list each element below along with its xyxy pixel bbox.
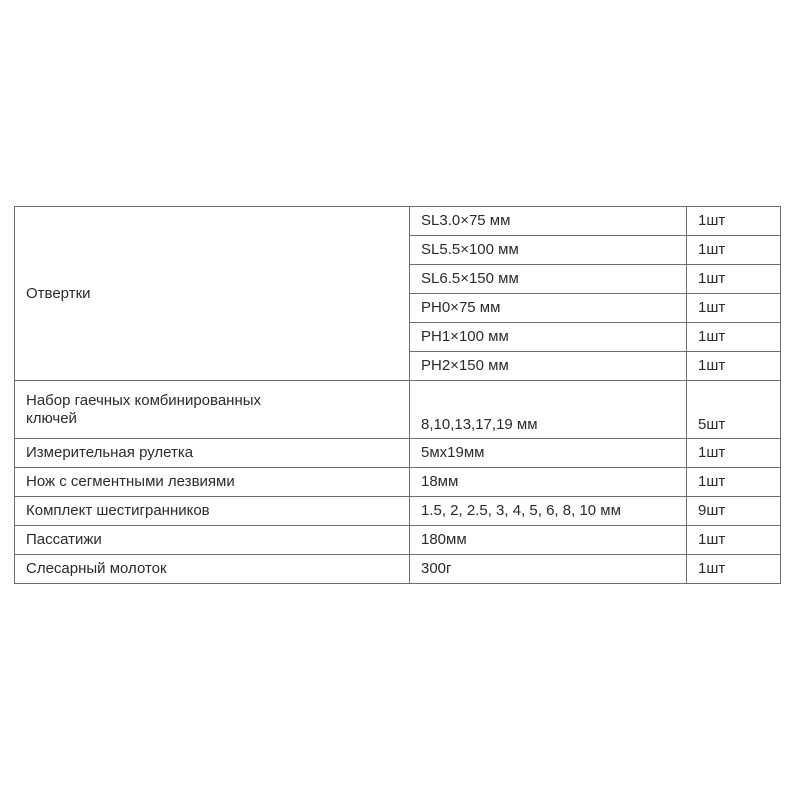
item-size-cell: 180мм [410,526,687,555]
item-size-cell: 18мм [410,468,687,497]
table-row [15,526,781,555]
item-qty-cell: 1шт [687,265,781,294]
item-qty-cell: 1шт [687,468,781,497]
item-size-cell: 5мх19мм [410,439,687,468]
item-qty-cell: 5шт [687,381,781,439]
tool-set-spec-table [14,206,781,584]
item-size-cell: 8,10,13,17,19 мм [410,381,687,439]
item-qty-cell: 1шт [687,439,781,468]
item-qty-cell: 1шт [687,555,781,584]
item-size-cell: PH1×100 мм [410,323,687,352]
item-name-cell [15,381,410,439]
item-qty-cell: 1шт [687,236,781,265]
item-size-cell: SL5.5×100 мм [410,236,687,265]
table-row [15,497,781,526]
item-size-cell: PH2×150 мм [410,352,687,381]
item-name-cell: Слесарный молоток [15,555,410,584]
table-row [15,439,781,468]
item-name-cell: Пассатижи [15,526,410,555]
item-qty-cell: 1шт [687,526,781,555]
table-row [15,468,781,497]
item-qty-cell: 9шт [687,497,781,526]
item-size-cell: 1.5, 2, 2.5, 3, 4, 5, 6, 8, 10 мм [410,497,687,526]
table-row [15,207,781,236]
item-size-cell: PH0×75 мм [410,294,687,323]
table-row [15,381,781,439]
item-size-cell: SL6.5×150 мм [410,265,687,294]
item-name-line: Набор гаечных комбинированных [26,391,262,409]
table-row [15,555,781,584]
item-qty-cell: 1шт [687,323,781,352]
item-qty-cell: 1шт [687,352,781,381]
item-name-cell: Отвертки [15,207,410,381]
item-size-cell: SL3.0×75 мм [410,207,687,236]
item-name-line: ключей [26,409,77,427]
item-name-cell: Измерительная рулетка [15,439,410,468]
item-name-cell: Комплект шестигранников [15,497,410,526]
item-name-cell: Нож с сегментными лезвиями [15,468,410,497]
item-qty-cell: 1шт [687,294,781,323]
item-size-cell: 300г [410,555,687,584]
item-qty-cell: 1шт [687,207,781,236]
